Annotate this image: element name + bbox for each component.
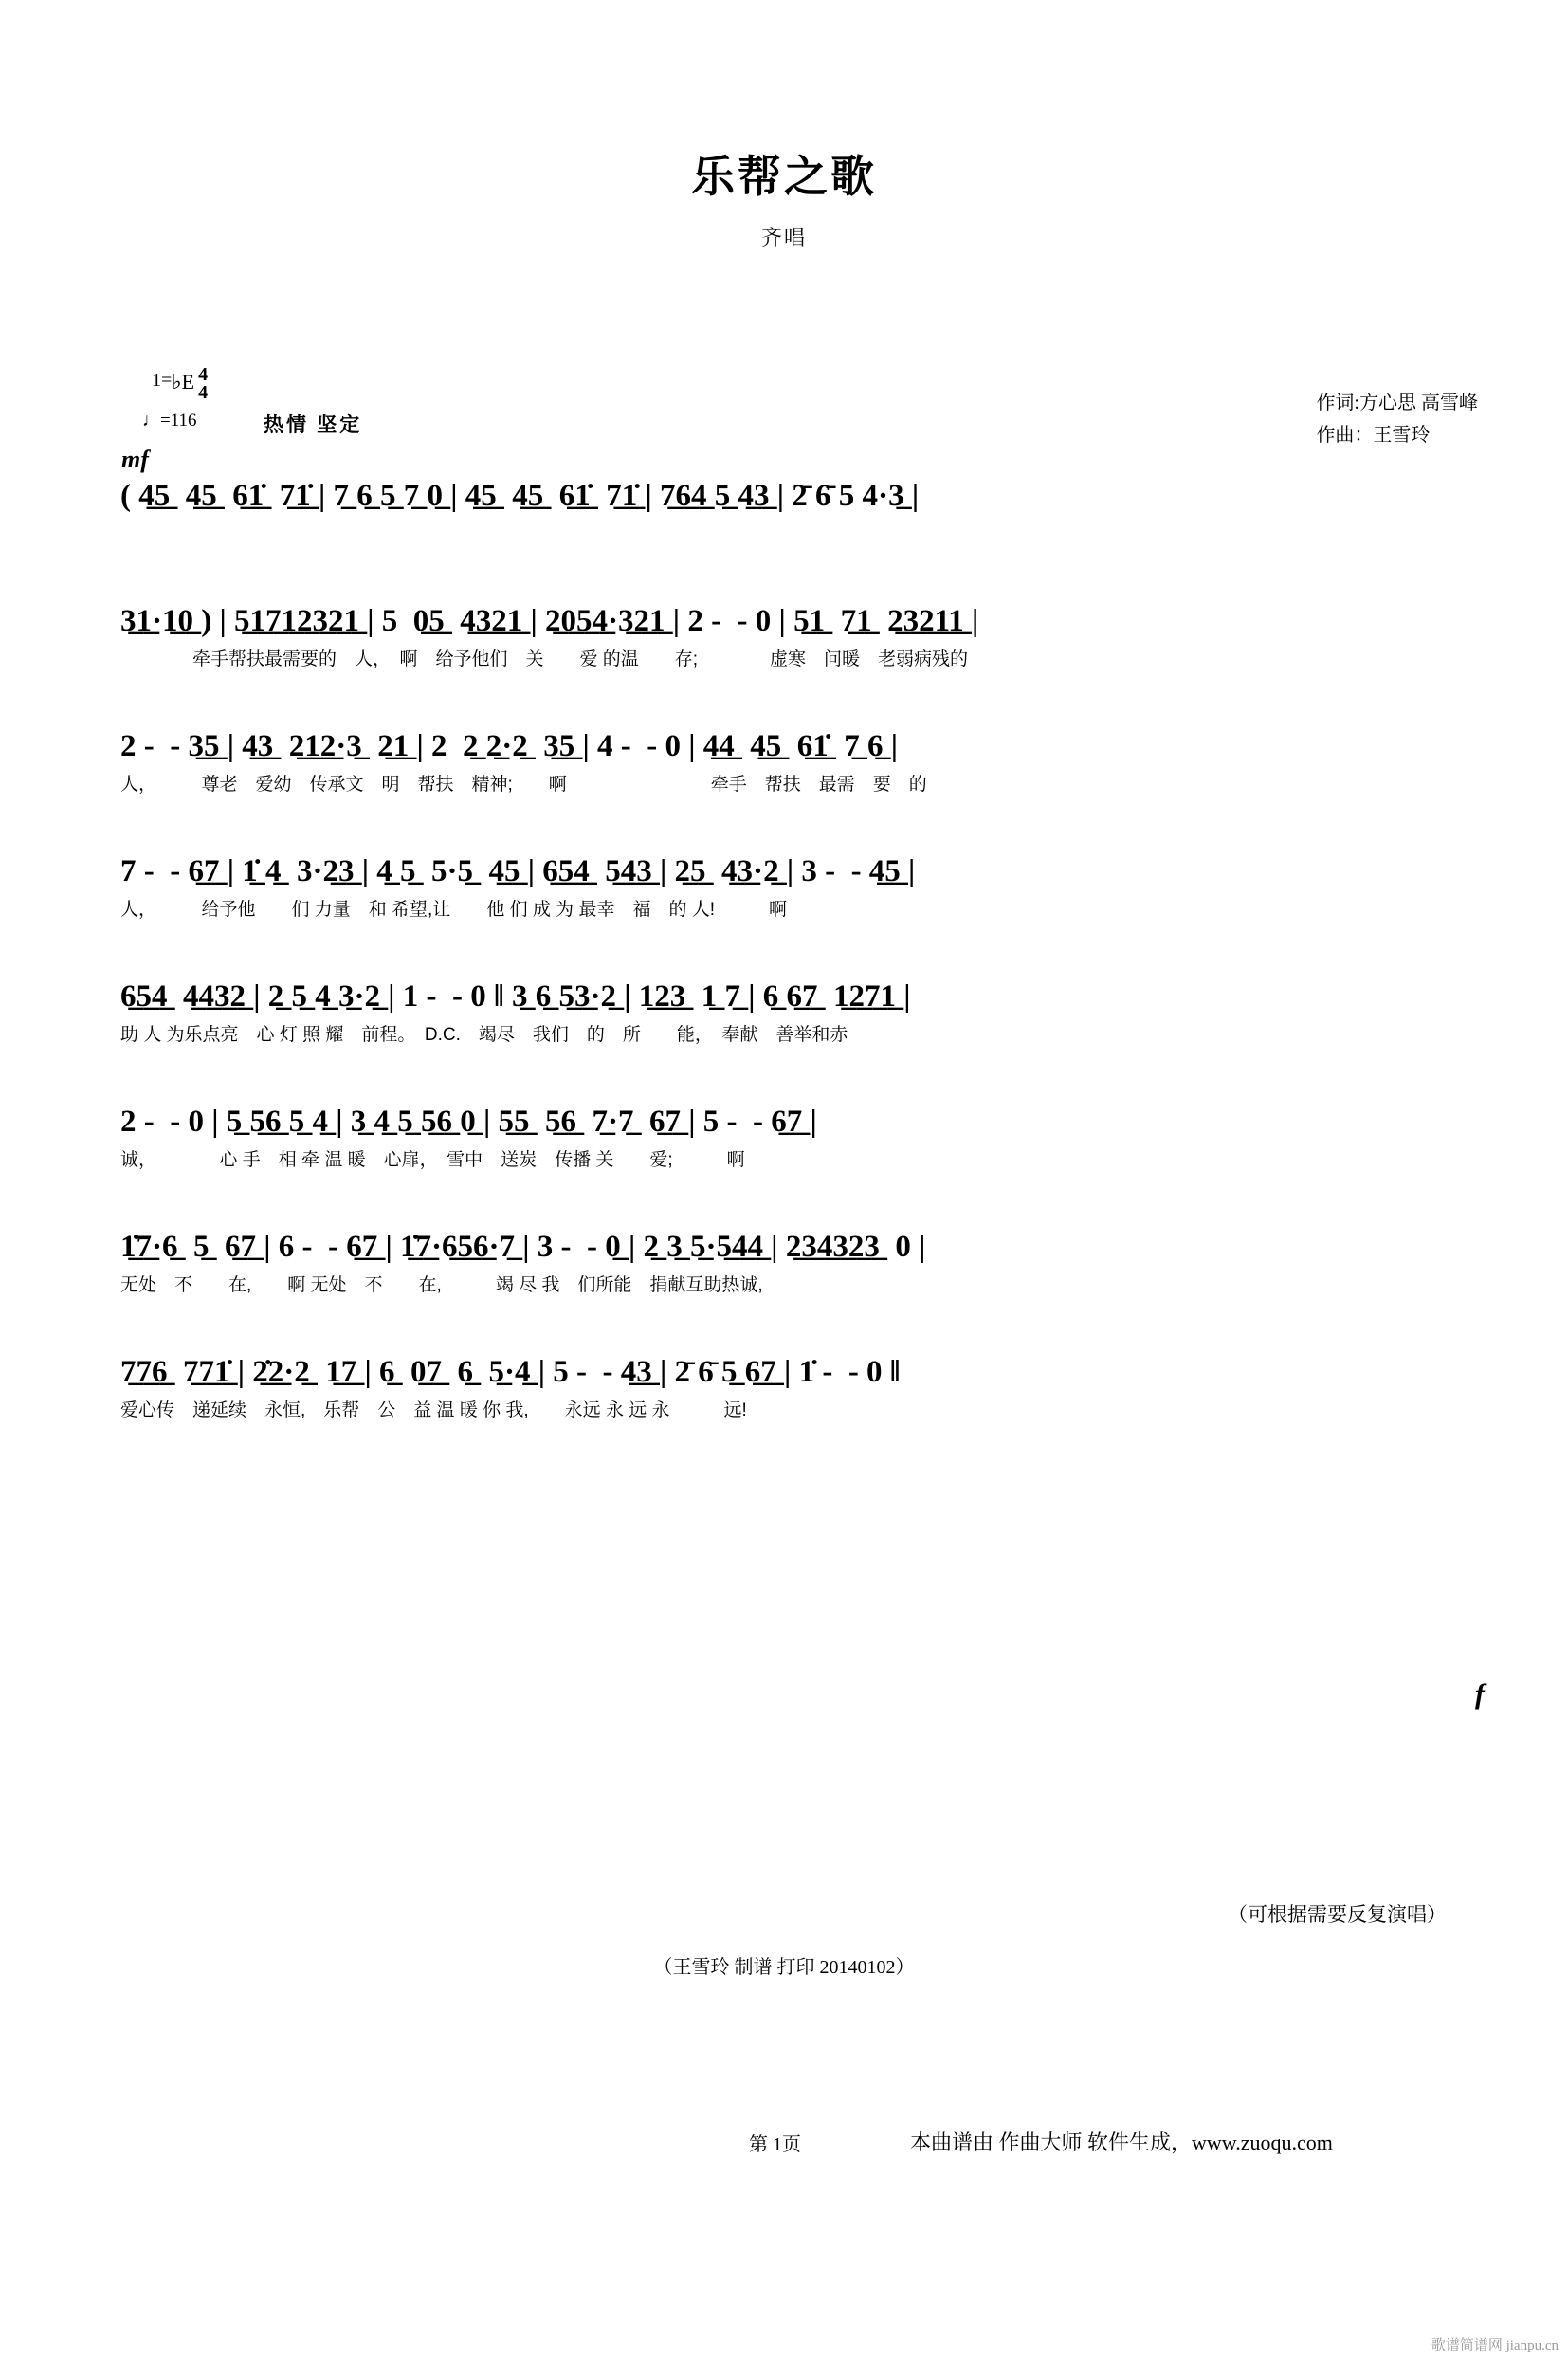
mood-marking: 热情 坚定 <box>264 413 363 436</box>
dynamic-mf: mf <box>121 446 149 473</box>
music-system-7 <box>120 1216 1448 1307</box>
music-system-5 <box>120 965 1448 1056</box>
music-system-3 <box>120 715 1448 806</box>
generator-note: 本曲谱由 作曲大师 软件生成，www.zuoqu.com <box>910 2131 1333 2154</box>
page-number: 第 1页 <box>749 2134 801 2155</box>
lyrics-row: 爱心传 递延续 永恒, 乐帮 公 益 温 暖 你 我, 永远 永 远 永 远! <box>120 1400 747 1420</box>
notation-row: ( 4̲5̲ 4̲5̲ 6̲1̲̇ 7̲1̲̇ | 7̲ 6̲ 5̲ 7̲ 0̲ | 4̲5̲ 4̲5̲ 6̲1̲̇ 7̲1̲̇ | 7̲6̲4̲ 5̲ 4̲3̲ | 2̄ 6̄ 5 4·3̲ | <box>120 479 920 513</box>
notation-row: 7̲7̲6̲ 7̲7̲1̲̇ | 2̲̇2̲·2̲ 1̲7̲ | 6̲ 0̲7̲ 6̲ 5̲·4̲ | 5 - - 4̲3̲ | 2̄ 6̄ 5̲ 6̲7̲ | 1̇ - - 0 ‖ <box>120 1355 901 1389</box>
page-title: 乐帮之歌 <box>691 153 877 201</box>
notation-row: 6̲5̲4̲ 4̲4̲3̲2̲ | 2̲ 5̲ 4̲ 3̲·2̲ | 1 - - 0 ‖ 3̲ 6̲ 5̲3̲·2̲ | 1̲2̲3̲ 1̲ 7̲ | 6̲ 6̲7̲ 1̲2̲7̲1̲ | <box>120 979 911 1014</box>
time-signature-numerator: 4 <box>198 364 209 385</box>
notation-row: 1̲̇7̲·6̲ 5̲ 6̲7̲ | 6 - - 6̲7̲ | 1̲̇7̲·6̲5̲6̲·7̲ | 3 - - 0̲ | 2̲ 3̲ 5̲·5̲4̲4̲ | 2̲3̲4̲3̲2̲3̲ 0 | <box>120 1230 926 1264</box>
composer-line: 作曲：王雪玲 <box>1316 425 1431 446</box>
lyrics-row: 人， 尊老 爱幼 传承文 明 帮扶 精神; 啊 牵手 帮扶 最需 要 的 <box>120 775 927 795</box>
time-signature <box>198 366 208 402</box>
music-system-2 <box>120 590 1448 681</box>
lyrics-row: 无处 不 在, 啊 无处 不 在, 竭 尽 我 们所能 捐献互助热诚, <box>120 1275 763 1295</box>
time-signature-denominator: 4 <box>198 382 209 403</box>
lyrics-row <box>120 520 1448 544</box>
notation-row: 2 - - 0 | 5̲ 5̲6̲ 5̲ 4̲ | 3̲ 4̲ 5̲ 5̲6̲ 0̲ | 5̲5̲ 5̲6̲ 7̲·7̲ 6̲7̲ | 5 - - 6̲7̲ | <box>120 1105 817 1139</box>
key-sign: ♭E <box>172 370 195 393</box>
dynamic-f: f <box>1475 1678 1485 1710</box>
notation-row: 2 - - 3̲5̲ | 4̲3̲ 2̲1̲2̲·3̲ 2̲1̲ | 2 2̲ 2̲·2̲ 3̲5̲ | 4 - - 0 | 4̲4̲ 4̲5̲ 6̲1̲̇ 7̲ 6̲ | <box>120 729 899 763</box>
lyricist-line: 作词:方心思 高雪峰 <box>1316 393 1478 413</box>
music-system-4 <box>120 840 1448 931</box>
key-label: 1= <box>152 370 173 391</box>
engraver-note: （王雪玲 制谱 打印 20140102） <box>653 1957 915 1978</box>
sheet-music-page <box>0 142 1568 2360</box>
music-system-6 <box>120 1090 1448 1181</box>
music-systems <box>0 465 1568 1466</box>
music-system-8 <box>120 1341 1448 1432</box>
lyrics-row: 人， 给予他 们 力量 和 希望,让 他 们 成 为 最幸 福 的 人! 啊 <box>120 900 788 920</box>
lyrics-row: 助 人 为乐点亮 心 灯 照 耀 前程。 D.C. 竭尽 我们 的 所 能， 奉献 善举和赤 <box>120 1025 848 1045</box>
lyrics-row: 诚， 心 手 相 牵 温 暖 心扉， 雪中 送炭 传播 关 爱; 啊 <box>120 1150 745 1170</box>
notation-row: 3̲1̲·1̲0̲ ) | 5̲1̲7̲1̲2̲3̲2̲1̲ | 5 0̲5̲ 4̲3̲2̲1̲ | 2̲0̲5̲4̲·3̲2̲1̲ | 2 - - 0 | 5̲1̲ 7̲1̲ 2̲3̲2̲1̲1̲ | <box>120 604 979 638</box>
performance-type: 齐唱 <box>760 226 807 249</box>
site-watermark: 歌谱简谱网 jianpu.cn <box>1431 2338 1559 2353</box>
notation-row: 7 - - 6̲7̲ | 1̲̇ 4̲ 3·2̲3̲ | 4̲ 5̲ 5·5̲ 4̲5̲ | 6̲5̲4̲ 5̲4̲3̲ | 2̲5̲ 4̲3̲·2̲ | 3 - - 4̲5̲ | <box>120 854 916 888</box>
key-signature-block <box>152 364 209 406</box>
lyrics-row: 牵手帮扶最需要的 人， 啊 给予他们 关 爱 的温 存; 虚寒 问暖 老弱病残的 <box>120 649 969 669</box>
music-system-1 <box>120 465 1448 556</box>
tempo-marking: ♩=116 <box>142 411 197 430</box>
credits <box>1316 387 1478 451</box>
repeat-instruction: （可根据需要反复演唱） <box>1228 1903 1447 1926</box>
